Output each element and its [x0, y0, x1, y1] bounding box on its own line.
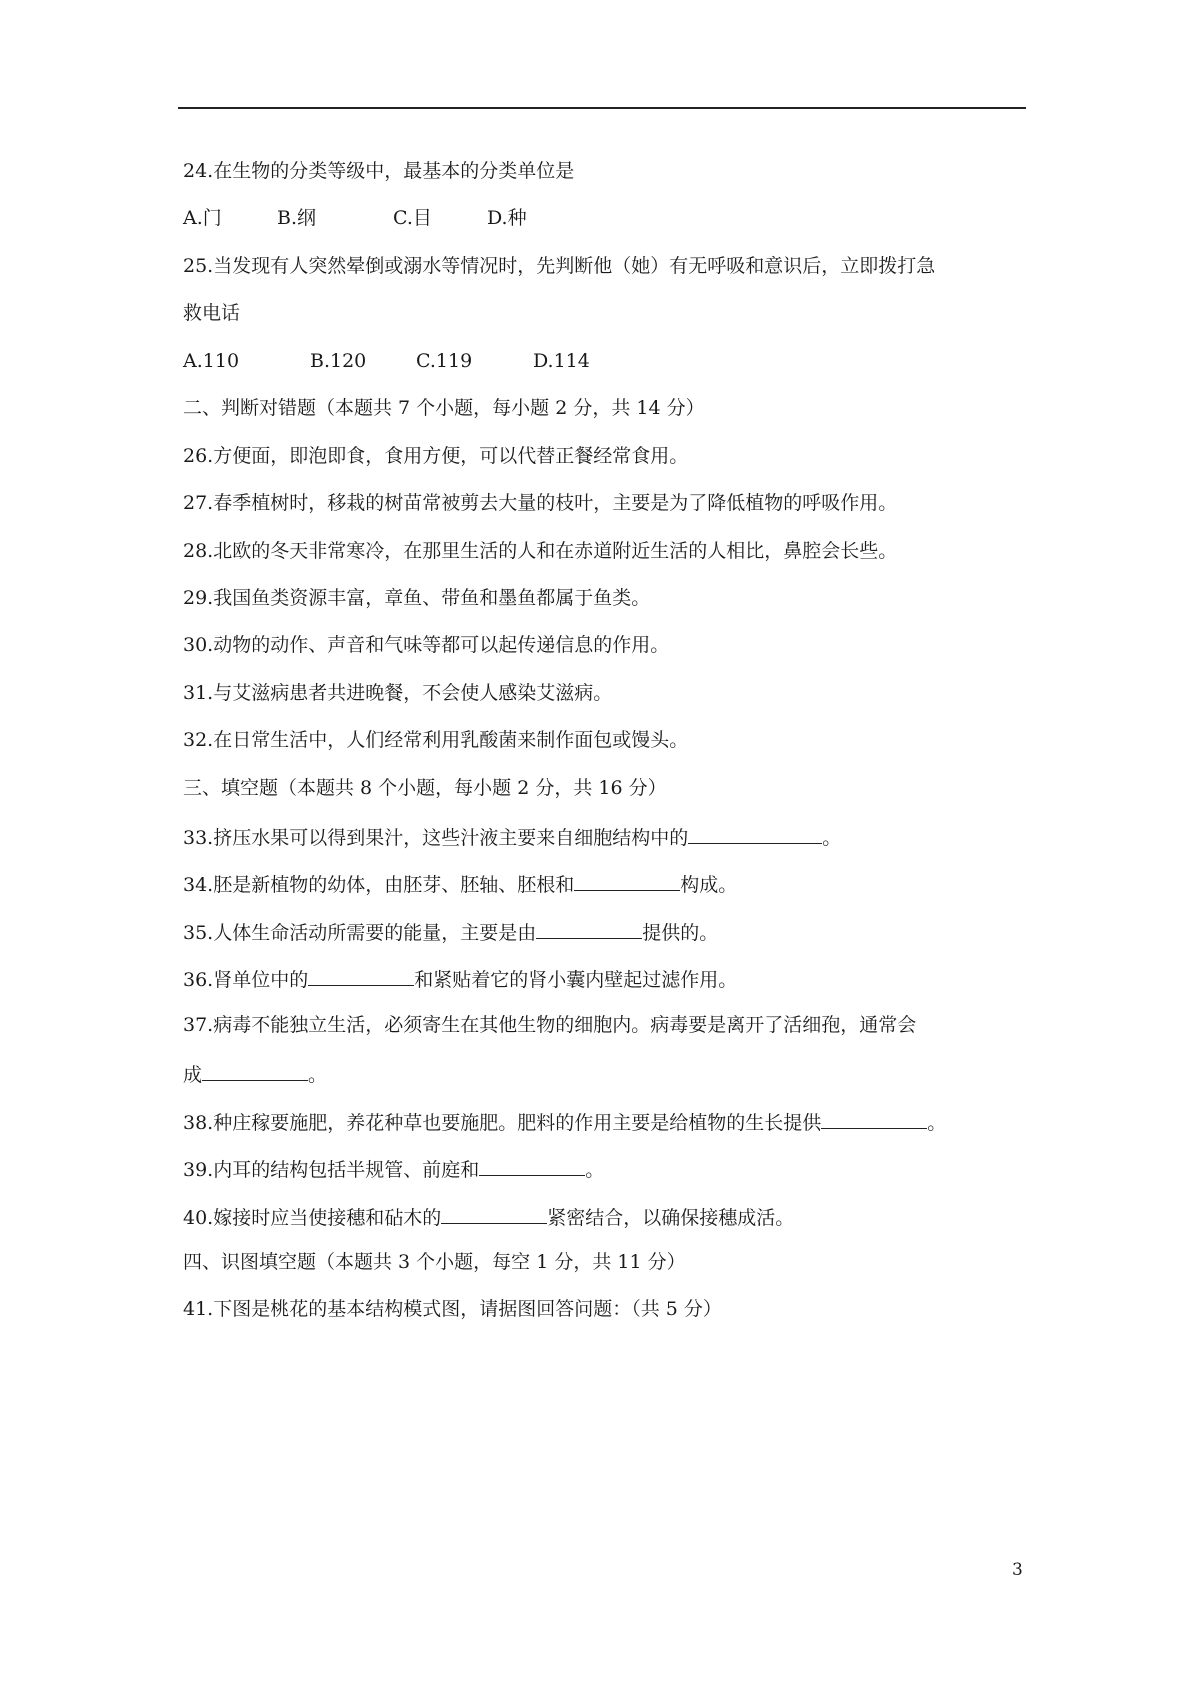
option-b: B.纲 [277, 207, 317, 229]
question-37: 37.病毒不能独立生活，必须寄生在其他生物的细胞内。病毒要是离开了活细孢，通常会 [183, 1014, 917, 1036]
question-28: 28.北欧的冬天非常寒冷，在那里生活的人和在赤道附近生活的人相比，鼻腔会长些。 [183, 540, 898, 562]
answer-blank[interactable] [441, 1203, 547, 1224]
question-24: 24.在生物的分类等级中，最基本的分类单位是 [183, 160, 575, 182]
question-40 [183, 1203, 794, 1230]
answer-blank[interactable] [536, 918, 642, 939]
question-39-text: 39.内耳的结构包括半规管、前庭和 [183, 1159, 480, 1181]
question-33 [183, 823, 841, 850]
question-39 [183, 1155, 604, 1182]
question-34 [183, 870, 737, 897]
answer-blank[interactable] [202, 1060, 308, 1081]
question-38-end: 。 [927, 1112, 947, 1134]
page-number: 3 [1012, 1560, 1023, 1580]
question-25: 25.当发现有人突然晕倒或溺水等情况时，先判断他（她）有无呼吸和意识后，立即拨打急 [183, 255, 936, 277]
question-35-end: 提供的。 [642, 922, 719, 944]
option-d: D.114 [533, 350, 590, 372]
question-25-continued: 救电话 [183, 302, 241, 324]
answer-blank[interactable] [688, 823, 822, 844]
question-24-options [183, 206, 527, 230]
option-a: A.门 [183, 207, 222, 229]
option-c: C.目 [393, 207, 432, 229]
option-c: C.119 [416, 350, 473, 372]
question-36-end: 和紧贴着它的肾小囊内壁起过滤作用。 [414, 969, 738, 991]
question-35-text: 35.人体生命活动所需要的能量，主要是由 [183, 922, 537, 944]
answer-blank[interactable] [821, 1108, 927, 1129]
question-33-text: 33.挤压水果可以得到果汁，这些汁液主要来自细胞结构中的 [183, 827, 689, 849]
answer-blank[interactable] [479, 1155, 585, 1176]
section-heading-diagram: 四、识图填空题（本题共 3 个小题，每空 1 分，共 11 分） [183, 1251, 686, 1273]
question-38 [183, 1108, 946, 1135]
question-36-text: 36.肾单位中的 [183, 969, 309, 991]
option-a: A.110 [183, 350, 240, 372]
section-heading-judgment: 二、判断对错题（本题共 7 个小题，每小题 2 分，共 14 分） [183, 397, 705, 419]
answer-blank[interactable] [308, 965, 414, 986]
question-40-end: 紧密结合，以确保接穗成活。 [547, 1207, 795, 1229]
question-38-text: 38.种庄稼要施肥，养花种草也要施肥。肥料的作用主要是给植物的生长提供 [183, 1112, 822, 1134]
question-37-end: 。 [308, 1064, 328, 1086]
option-b: B.120 [310, 350, 367, 372]
question-29: 29.我国鱼类资源丰富，章鱼、带鱼和墨鱼都属于鱼类。 [183, 587, 651, 609]
question-41: 41.下图是桃花的基本结构模式图，请据图回答问题：（共 5 分） [183, 1298, 722, 1320]
section-heading-fill-in: 三、填空题（本题共 8 个小题，每小题 2 分，共 16 分） [183, 777, 667, 799]
question-25-options [183, 349, 590, 373]
question-27: 27.春季植树时，移栽的树苗常被剪去大量的枝叶，主要是为了降低植物的呼吸作用。 [183, 492, 898, 514]
question-35 [183, 918, 718, 945]
question-37-text: 成 [183, 1064, 203, 1086]
answer-blank[interactable] [574, 870, 680, 891]
question-33-end: 。 [822, 827, 842, 849]
question-32: 32.在日常生活中，人们经常利用乳酸菌来制作面包或馒头。 [183, 729, 689, 751]
question-34-text: 34.胚是新植物的幼体，由胚芽、胚轴、胚根和 [183, 874, 575, 896]
question-30: 30.动物的动作、声音和气味等都可以起传递信息的作用。 [183, 634, 670, 656]
question-34-end: 构成。 [680, 874, 738, 896]
question-39-end: 。 [585, 1159, 605, 1181]
question-36 [183, 965, 737, 992]
option-d: D.种 [487, 207, 527, 229]
question-37-continued [183, 1060, 327, 1087]
question-40-text: 40.嫁接时应当使接穗和砧木的 [183, 1207, 442, 1229]
question-26: 26.方便面，即泡即食，食用方便，可以代替正餐经常食用。 [183, 445, 689, 467]
header-rule [178, 107, 1026, 109]
question-31: 31.与艾滋病患者共进晚餐，不会使人感染艾滋病。 [183, 682, 613, 704]
